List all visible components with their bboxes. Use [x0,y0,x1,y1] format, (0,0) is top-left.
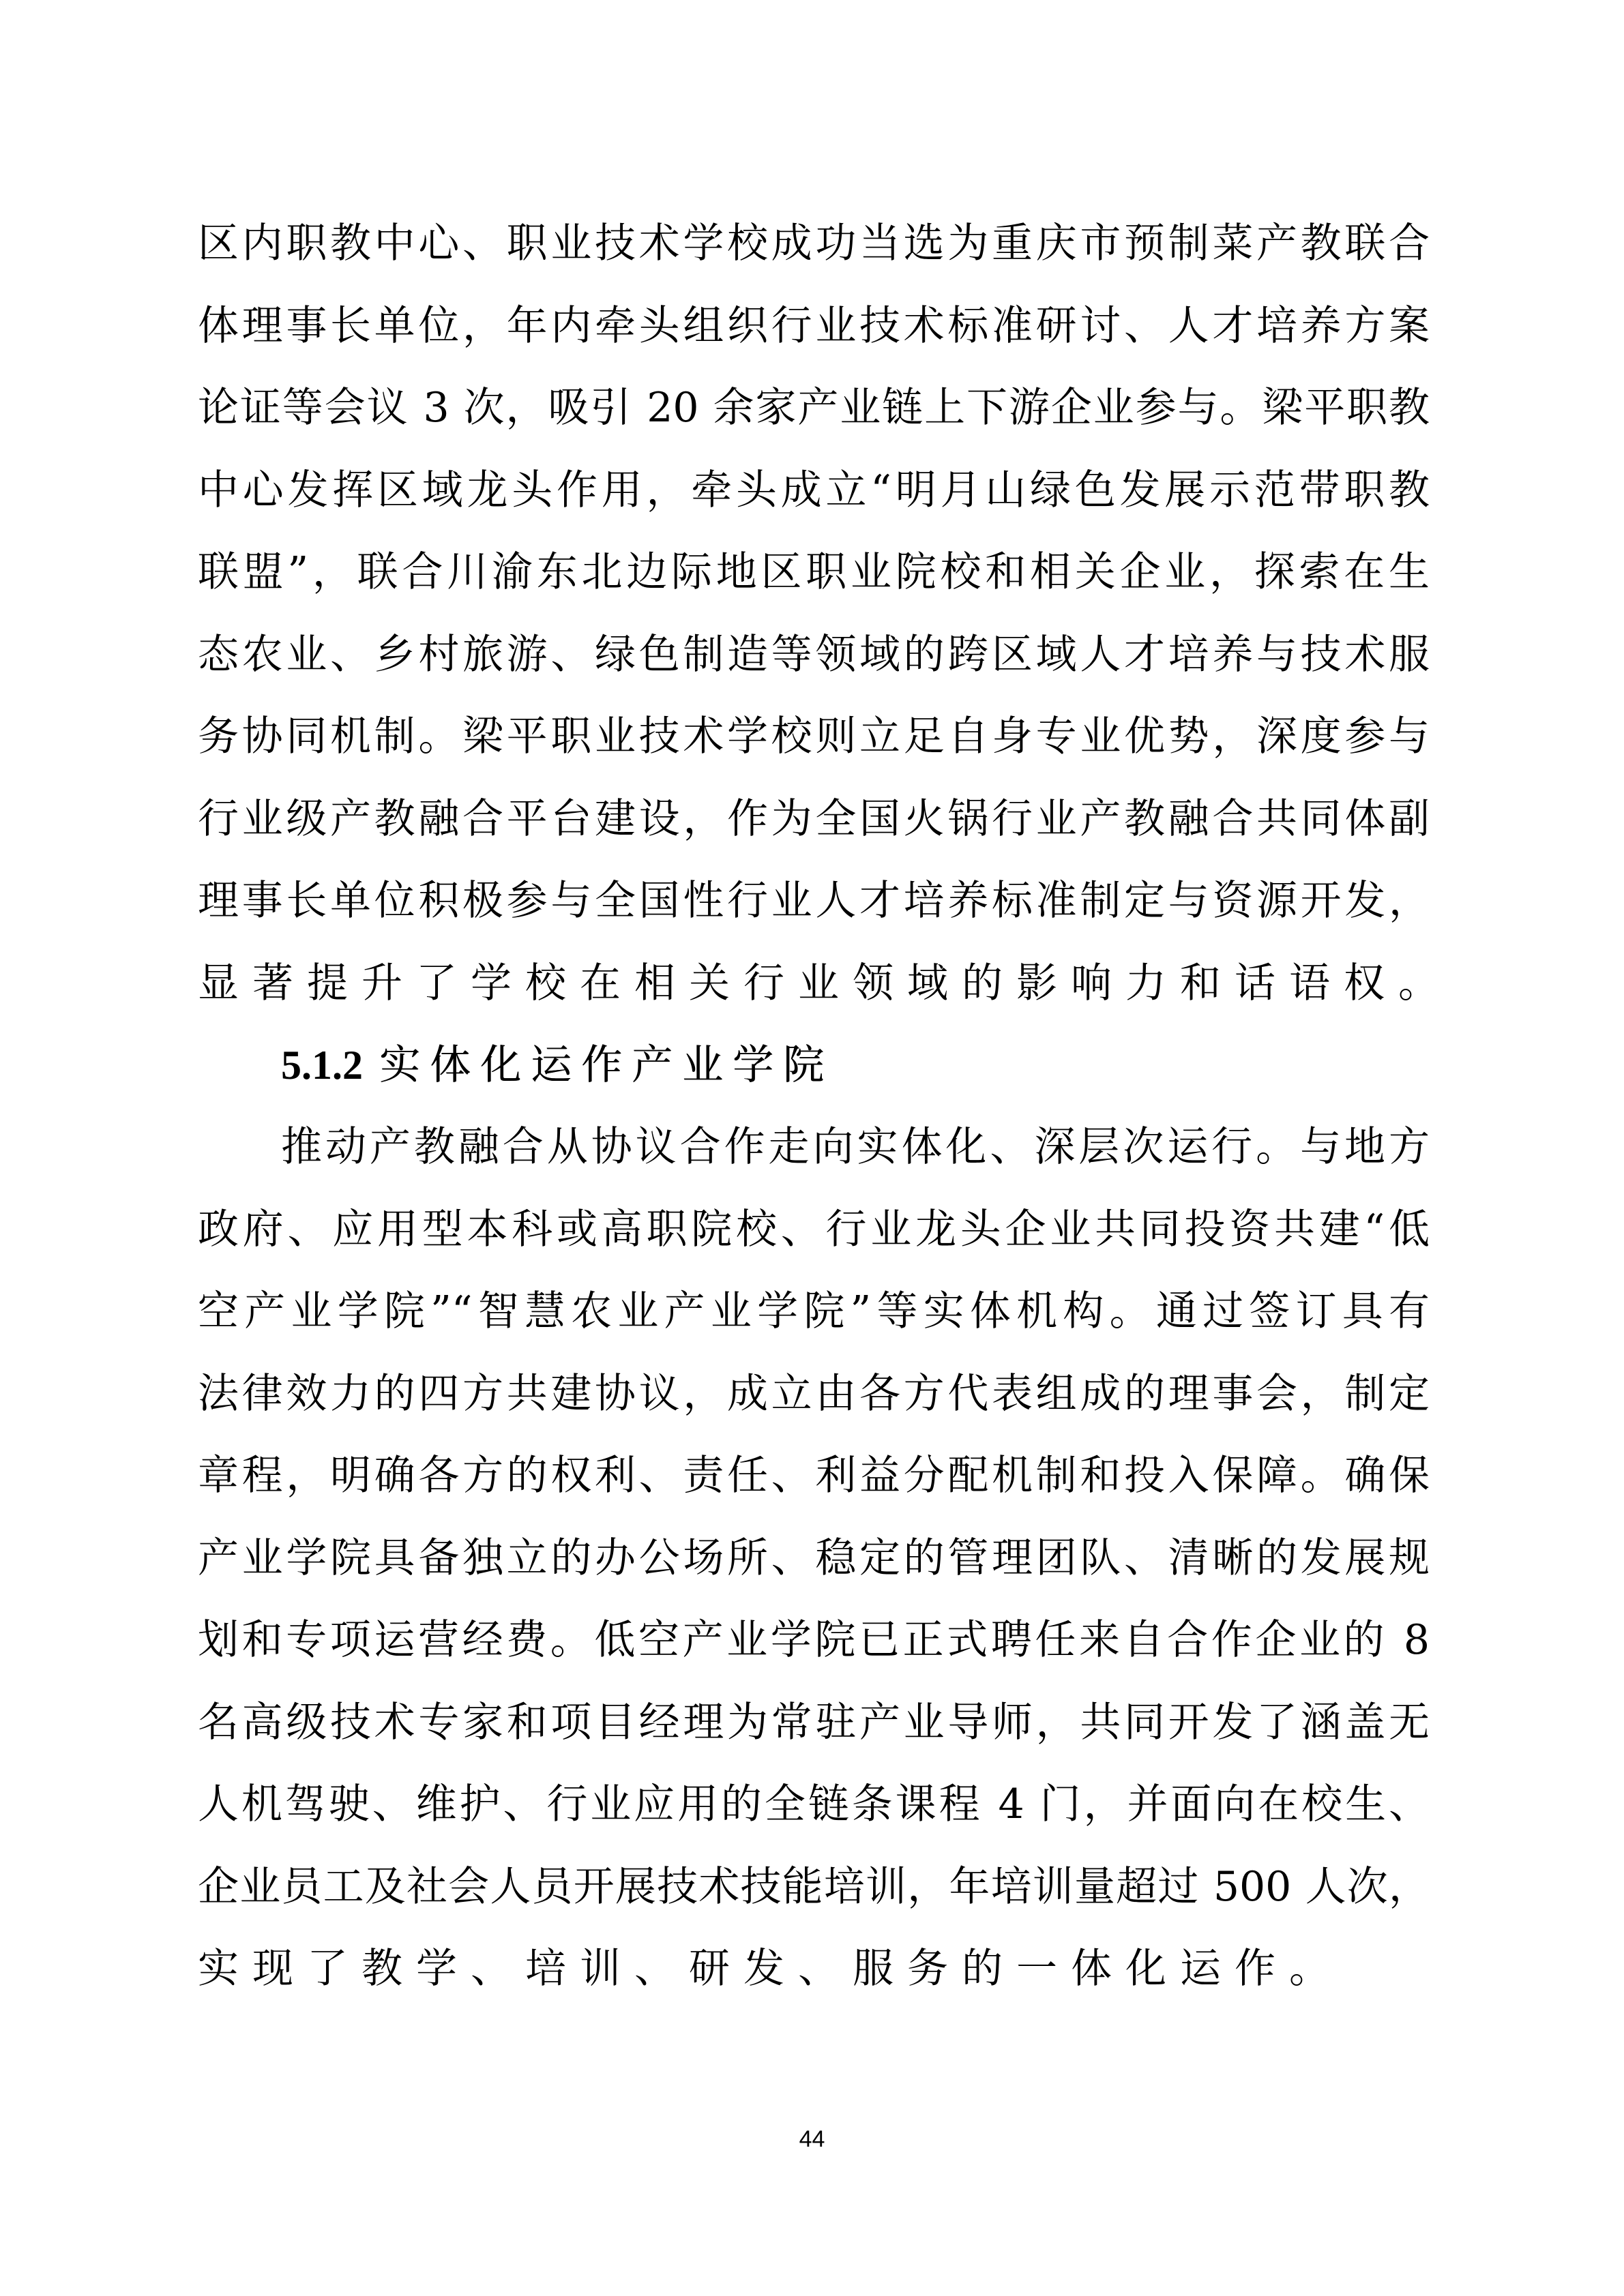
text-line: 联盟”，联合川渝东北边际地区职业院校和相关企业，探索在生 [198,548,1430,596]
section-heading [281,1024,833,1106]
text-line: 体理事长单位，年内牵头组织行业技术标准研讨、人才培养方案 [198,301,1430,350]
text-line: 推动产教融合从协议合作走向实体化、深层次运行。与地方 [281,1123,1430,1171]
section-title: 实体化运作产业学院 [379,1041,833,1089]
page-number: 44 [799,2126,825,2152]
paragraph-continuation [198,203,1453,1024]
text-line: 区内职教中心、职业技术学校成功当选为重庆市预制菜产教联合 [198,220,1430,267]
text-line: 理事长单位积极参与全国性行业人才培养标准制定与资源开发， [198,877,1430,925]
text-line: 务协同机制。梁平职业技术学校则立足自身专业优势，深度参与 [198,713,1430,760]
text-line: 划和专项运营经费。低空产业学院已正式聘任来自合作企业的 8 [198,1616,1430,1664]
text-line: 产业学院具备独立的办公场所、稳定的管理团队、清晰的发展规 [198,1534,1430,1582]
text-line: 态农业、乡村旅游、绿色制造等领域的跨区域人才培养与技术服 [198,630,1430,679]
text-line: 论证等会议 3 次，吸引 20 余家产业链上下游企业参与。梁平职教 [198,384,1430,432]
text-line: 法律效力的四方共建协议，成立由各方代表组成的理事会，制定 [198,1369,1430,1418]
text-line: 空产业学院”“智慧农业产业学院”等实体机构。通过签订具有 [198,1287,1430,1335]
text-line: 名高级技术专家和项目经理为常驻产业导师，共同开发了涵盖无 [198,1698,1430,1746]
paragraph-body [198,1106,1430,2010]
text-line: 实现了教学、培训、研发、服务的一体化运作。 [198,1945,1344,1993]
section-number: 5.1.2 [281,1043,363,1088]
text-line: 行业级产教融合平台建设，作为全国火锅行业产教融合共同体副 [198,794,1430,843]
text-line: 显著提升了学校在相关行业领域的影响力和话语权。 [198,959,1453,1007]
text-line: 人机驾驶、维护、行业应用的全链条课程 4 门，并面向在校生、 [198,1780,1430,1828]
text-line: 中心发挥区域龙头作用，牵头成立“明月山绿色发展示范带职教 [198,466,1430,514]
text-line: 政府、应用型本科或高职院校、行业龙头企业共同投资共建“低 [198,1205,1430,1253]
text-line: 企业员工及社会人员开展技术技能培训，年培训量超过 500 人次， [198,1862,1430,1911]
text-line: 章程，明确各方的权利、责任、利益分配机制和投入保障。确保 [198,1452,1430,1500]
